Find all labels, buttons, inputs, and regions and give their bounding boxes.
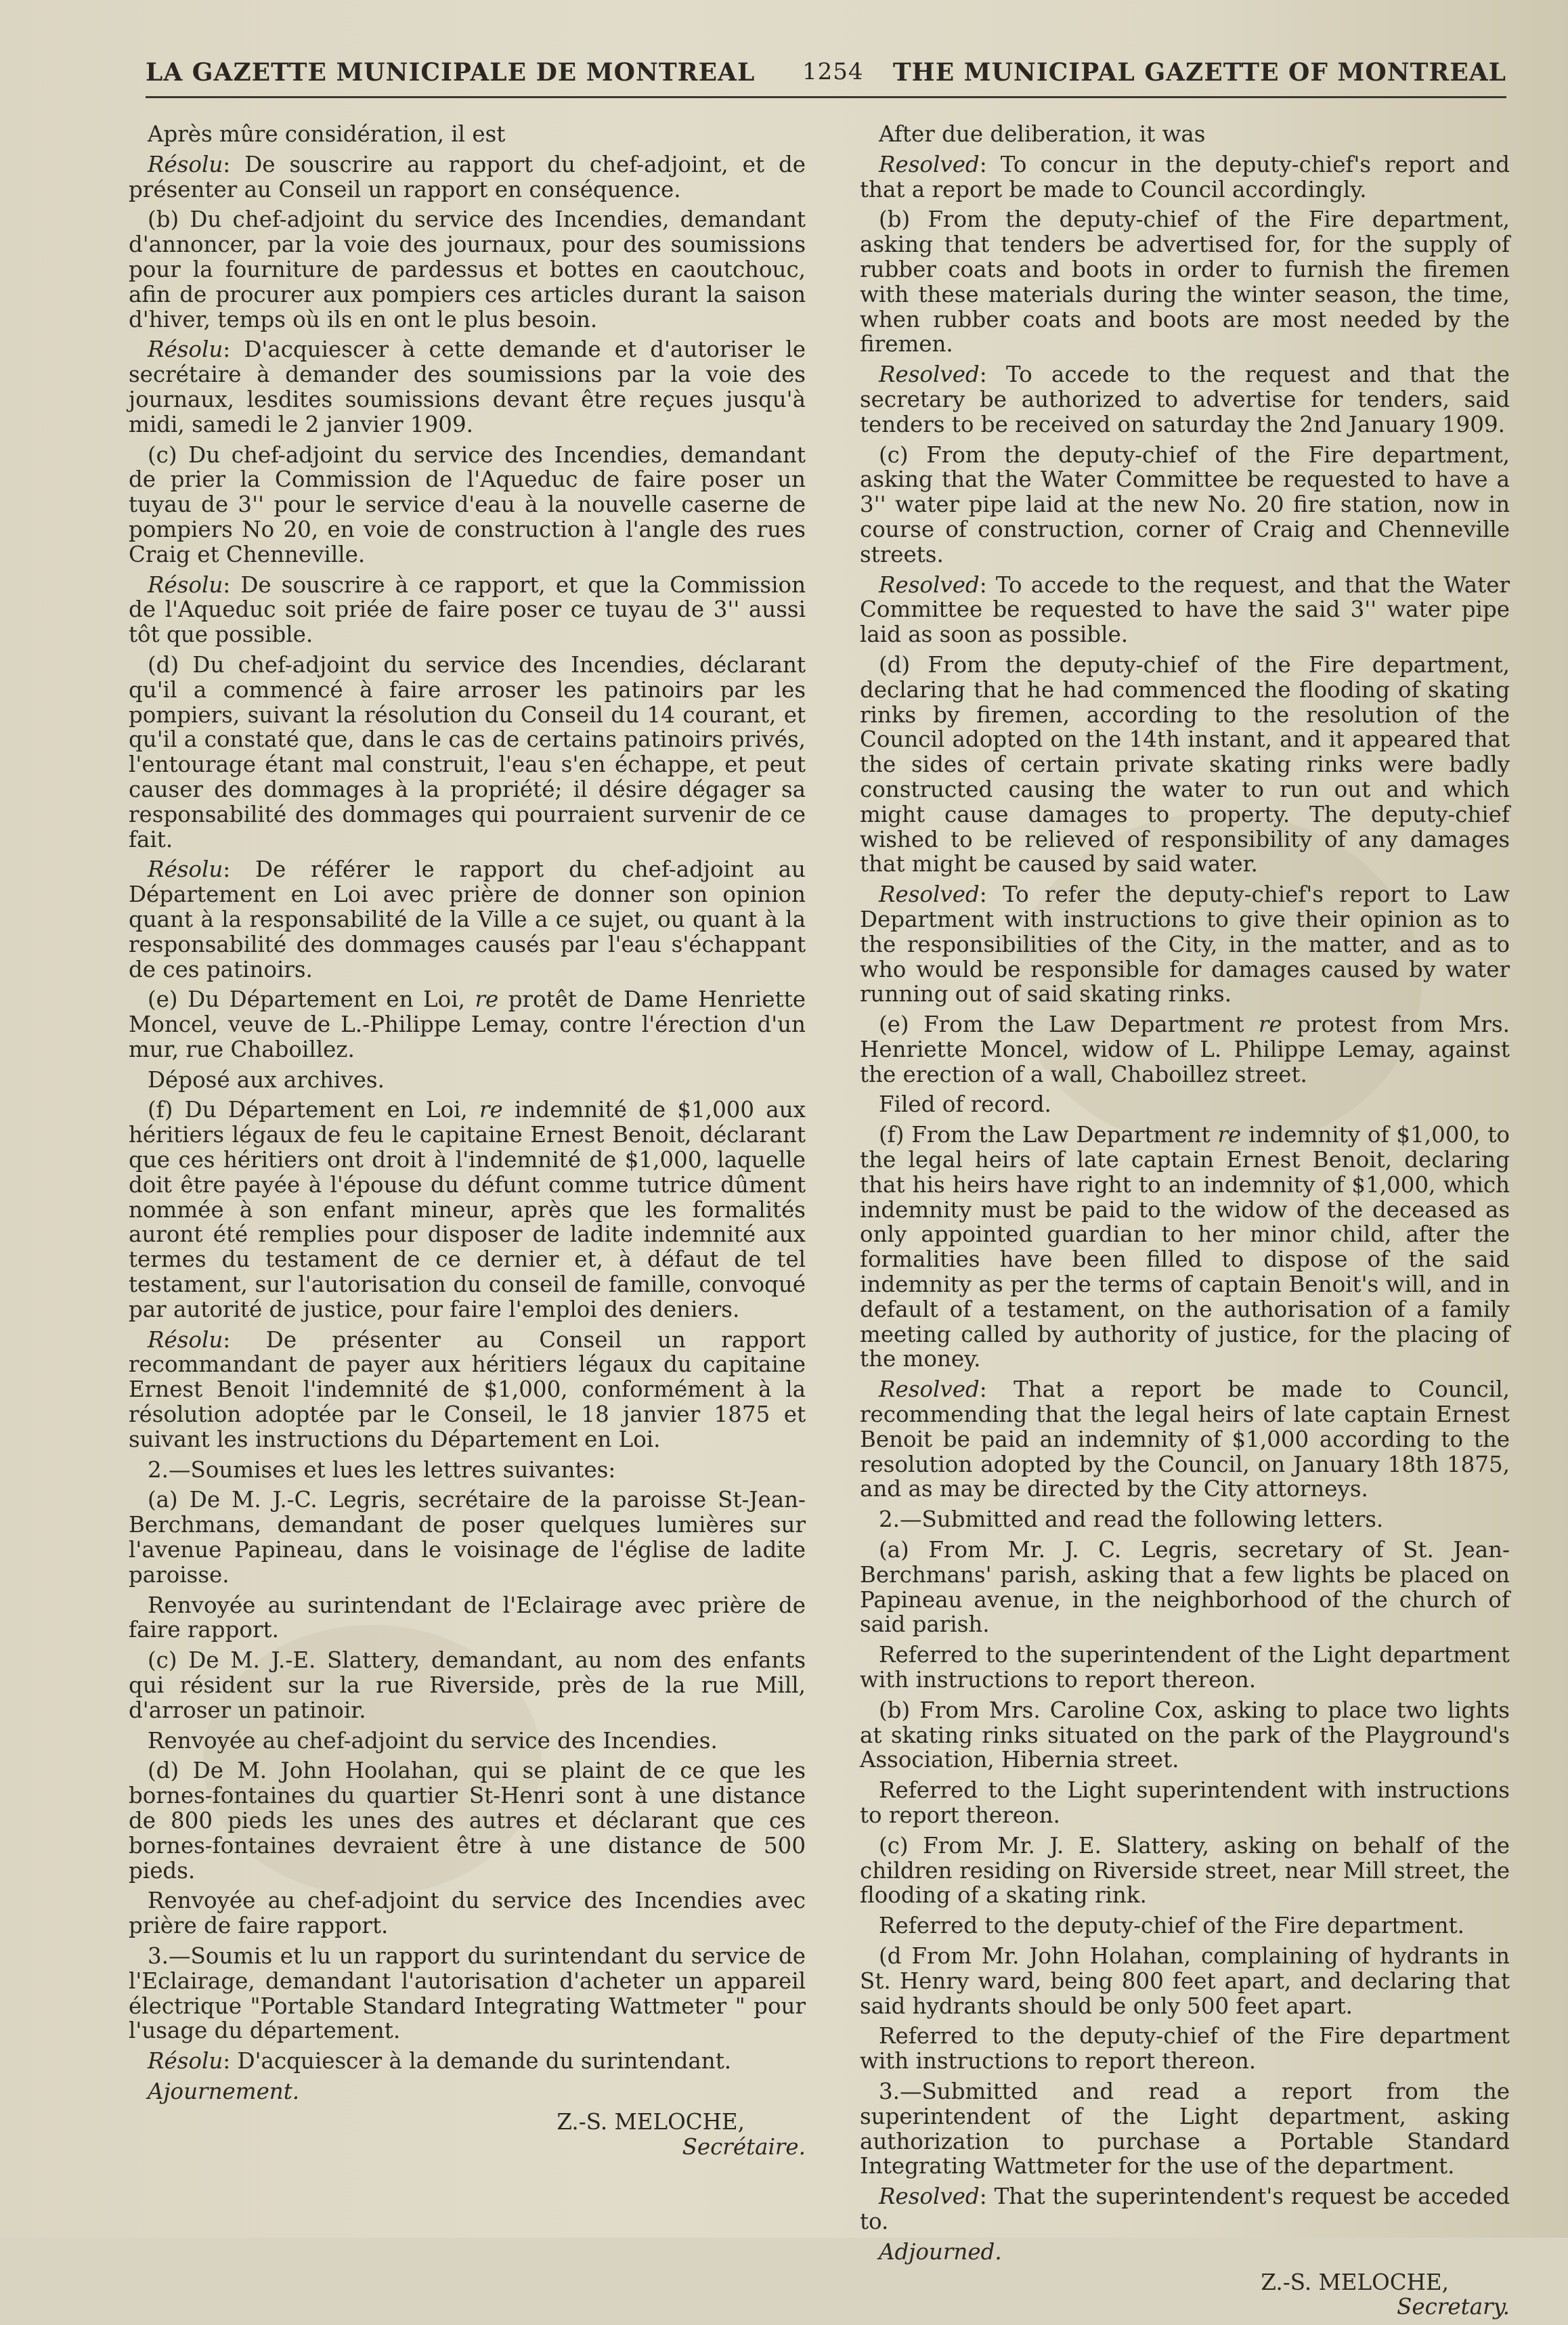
paragraph: Après mûre considération, il est	[148, 121, 506, 147]
signature-name: Z.-S. MELOCHE,	[557, 2108, 745, 2135]
paragraph: (a) De M. J.-C. Legris, secrétaire de la paroisse St-Jean-Berchmans, demandant de poser quelques lumières sur l'avenue Papineau, dans le voisinage de l'église de ladite paroisse.	[129, 1487, 806, 1588]
paragraph: Résolu: De souscrire au rapport du chef-adjoint, et de présenter au Conseil un rapport en conséquence.	[129, 151, 806, 202]
english-column	[860, 122, 1510, 2325]
paragraph: Resolved: That a report be made to Council, recommending that the legal heirs of late captain Ernest Benoit be paid an indemnity of $1,000 according to the resolution adopted by the Council, on January 18th 1875, and as may be directed by the City attorneys.	[860, 1376, 1510, 1502]
signature-block	[860, 2270, 1510, 2320]
paragraph: (c) From Mr. J. E. Slattery, asking on behalf of the children residing on Riverside street, near Mill street, the flooding of a skating rink.	[860, 1832, 1510, 1909]
signature-title: Secrétaire.	[682, 2133, 806, 2160]
paragraph: Résolu: De souscrire à ce rapport, et que la Commission de l'Aqueduc soit priée de faire poser ce tuyau de 3'' aussi tôt que possible.	[129, 571, 806, 648]
paragraph: Renvoyée au chef-adjoint du service des Incendies avec prière de faire rapport.	[129, 1888, 806, 1939]
paragraph: (c) De M. J.-E. Slattery, demandant, au nom des enfants qui résident sur la rue Riverside, près de la rue Mill, d'arroser un patinoir.	[129, 1647, 806, 1723]
paragraph: (d) Du chef-adjoint du service des Incendies, déclarant qu'il a commencé à faire arroser les patinoirs par les pompiers, suivant la résolution du Conseil du 14 courant, et qu'il a constaté que, dans le cas de certains patinoirs privés, l'entourage étant mal construit, l'eau s'en échappe, et peut causer des dommages à la propriété; il désire dégager sa responsabilité des dommages qui pourraient survenir de ce fait.	[129, 651, 806, 852]
adjournment: Ajournement.	[148, 2078, 300, 2104]
paragraph: (f) From the Law Department re indemnity of $1,000, to the legal heirs of late captain Ernest Benoit, declaring that his heirs have right to an indemnity of $1,000, which indemnity must be paid to the widow of the deceased as only appointed guardian to her minor child, after the formalities have been filled to dispose of the said indemnity as per the terms of captain Benoit's will, and in default of a testament, on the authorisation of a family meeting called by authority of justice, for the placing of the money.	[860, 1122, 1510, 1372]
paragraph: (e) Du Département en Loi, re protêt de Dame Henriette Moncel, veuve de L.-Philippe Lemay, contre l'érection d'un mur, rue Chaboillez.	[129, 986, 806, 1062]
paragraph: (e) From the Law Department re protest from Mrs. Henriette Moncel, widow of L. Philippe Lemay, against the erection of a wall, Chaboillez street.	[860, 1012, 1510, 1087]
paragraph: Renvoyée au chef-adjoint du service des Incendies.	[148, 1727, 718, 1754]
paragraph: Resolved: To concur in the deputy-chief's report and that a report be made to Council accordingly.	[860, 151, 1510, 202]
paragraph: (f) Du Département en Loi, re indemnité de $1,000 aux héritiers légaux de feu le capitaine Ernest Benoit, déclarant que ces héritiers ont droit à l'indemnité de $1,000, laquelle doit être payée à l'épouse du défunt comme tutrice dûment nommée à son enfant mineur, après que les formalités auront été remplies pour disposer de ladite indemnité aux termes du testament de ce dernier et, à défaut de tel testament, sur l'autorisation du conseil de famille, convoqué par autorité de justice, pour faire l'emploi des deniers.	[129, 1097, 806, 1322]
paragraph: Résolu: De présenter au Conseil un rapport recommandant de payer aux héritiers légaux du capitaine Ernest Benoit l'indemnité de $1,000, conformément à la résolution adoptée par le Conseil, le 18 janvier 1875 et suivant les instructions du Département en Loi.	[129, 1326, 806, 1452]
paragraph: (a) From Mr. J. C. Legris, secretary of St. Jean-Berchmans' parish, asking that a few lights be placed on Papineau avenue, in the neighborhood of the church of said parish.	[860, 1537, 1510, 1638]
paragraph: (d) From the deputy-chief of the Fire department, declaring that he had commenced the flooding of skating rinks by firemen, according to the resolution of the Council adopted on the 14th instant, and it appeared that the sides of certain private skating rinks were badly constructed causing the water to run out and which might cause damages to property. The deputy-chief wished to be relieved of responsibility of any damages that might be caused by said water.	[860, 651, 1510, 877]
paragraph: 3.—Submitted and read a report from the superintendent of the Light department, asking authorization to purchase a Portable Standard Integrating Wattmeter for the use of the department.	[860, 2078, 1510, 2179]
paragraph: Renvoyée au surintendant de l'Eclairage avec prière de faire rapport.	[129, 1592, 806, 1643]
paragraph: 3.—Soumis et lu un rapport du surintendant du service de l'Eclairage, demandant l'autorisation d'acheter un appareil électrique "Portable Standard Integrating Wattmeter " pour l'usage du département.	[129, 1942, 806, 2044]
adjournment: Adjourned.	[879, 2238, 1002, 2265]
paragraph: Resolved: To accede to the request, and that the Water Committee be requested to have the said 3'' water pipe laid as soon as possible.	[860, 571, 1510, 648]
header-english-title: THE MUNICIPAL GAZETTE OF MONTREAL	[892, 58, 1506, 87]
paragraph: Resolved: To accede to the request and that the secretary be authorized to advertise for tenders, said tenders to be received on saturday the 2nd January 1909.	[860, 362, 1510, 437]
page-header	[146, 58, 1506, 92]
french-column	[129, 122, 806, 2165]
header-french-title: LA GAZETTE MUNICIPALE DE MONTREAL	[146, 58, 756, 87]
paragraph: After due deliberation, it was	[879, 121, 1206, 147]
signature-block	[129, 2110, 806, 2160]
paragraph: Résolu: D'acquiescer à la demande du surintendant.	[148, 2048, 732, 2074]
paragraph: (d From Mr. John Holahan, complaining of hydrants in St. Henry ward, being 800 feet apart, and declaring that said hydrants should be only 500 feet apart.	[860, 1942, 1510, 2019]
paragraph: 2.—Submitted and read the following letters.	[879, 1506, 1384, 1533]
paragraph: (c) From the deputy-chief of the Fire department, asking that the Water Committee be requested to have a 3'' water pipe laid at the new No. 20 fire station, now in course of construction, corner of Craig and Chenneville streets.	[860, 441, 1510, 567]
signature-name: Z.-S. MELOCHE,	[1261, 2269, 1449, 2295]
paragraph: Filed of record.	[879, 1091, 1051, 1118]
paragraph: (d) De M. John Hoolahan, qui se plaint de ce que les bornes-fontaines du quartier St-Henri sont à une distance de 800 pieds les unes des autres et déclarant que ces bornes-fontaines devraient être à une distance de 500 pieds.	[129, 1758, 806, 1884]
header-rule	[146, 96, 1506, 98]
paragraph: (b) From Mrs. Caroline Cox, asking to place two lights at skating rinks situated on the park of the Playground's Association, Hibernia street.	[860, 1697, 1510, 1773]
paragraph: Referred to the deputy-chief of the Fire department with instructions to report thereon.	[860, 2023, 1510, 2074]
page-number: 1254	[802, 58, 864, 85]
paragraph: (b) Du chef-adjoint du service des Incendies, demandant d'annoncer, par la voie des journaux, pour des soumissions pour la fourniture de pardessus et bottes en caoutchouc, afin de procurer aux pompiers ces articles durant la saison d'hiver, temps où ils en ont le plus besoin.	[129, 207, 806, 332]
paragraph: Resolved: To refer the deputy-chief's report to Law Department with instructions to give their opinion as to the responsibilities of the City, in the matter, and as to who would be responsible for damages caused by water running out of said skating rinks.	[860, 882, 1510, 1007]
paragraph: Resolved: That the superintendent's request be acceded to.	[860, 2183, 1510, 2234]
paragraph: Referred to the deputy-chief of the Fire department.	[879, 1913, 1464, 1939]
signature-title: Secretary.	[1397, 2294, 1510, 2320]
paragraph: (b) From the deputy-chief of the Fire department, asking that tenders be advertised for, for the supply of rubber coats and boots in order to furnish the firemen with these materials during the winter season, the time, when rubber coats and boots are most needed by the firemen.	[860, 207, 1510, 357]
paragraph: Referred to the superintendent of the Light department with instructions to report thereon.	[860, 1642, 1510, 1693]
paragraph: Referred to the Light superintendent with instructions to report thereon.	[860, 1777, 1510, 1828]
paragraph: Résolu: De référer le rapport du chef-adjoint au Département en Loi avec prière de donner son opinion quant à la responsabilité de la Ville a ce sujet, ou quant à la responsabilité des dommages causés par l'eau s'échappant de ces patinoirs.	[129, 856, 806, 982]
paragraph: Résolu: D'acquiescer à cette demande et d'autoriser le secrétaire à demander des soumissions par la voie des journaux, lesdites soumissions devant être reçues jusqu'à midi, samedi le 2 janvier 1909.	[129, 336, 806, 437]
paragraph: 2.—Soumises et lues les lettres suivantes:	[148, 1456, 616, 1483]
paragraph: Déposé aux archives.	[148, 1066, 385, 1093]
paragraph: (c) Du chef-adjoint du service des Incendies, demandant de prier la Commission de l'Aqueduc de faire poser un tuyau de 3'' pour le service d'eau à la nouvelle caserne de pompiers No 20, en voie de construction à l'angle des rues Craig et Chenneville.	[129, 441, 806, 567]
